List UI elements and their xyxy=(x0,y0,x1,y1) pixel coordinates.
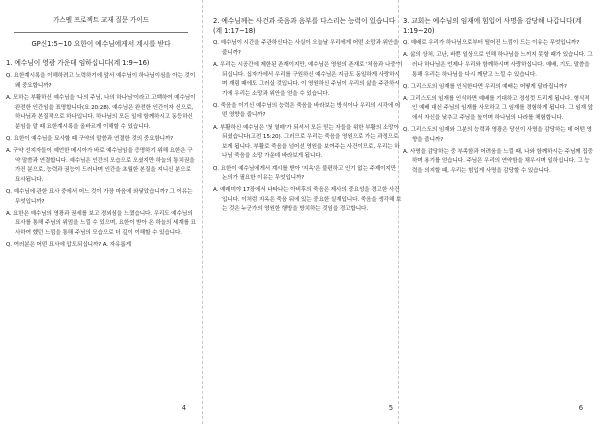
qa-item xyxy=(6,135,196,145)
qa-text: Q. 죽음을 이기신 예수님의 능력은 죽음을 바라보는 방식이나 우리의 시각에 어떤 영향을 줍니까? xyxy=(213,102,401,119)
header-rule xyxy=(14,32,188,33)
guide-header: 가스펠 프로젝트 교재 질문 가이드 xyxy=(53,16,149,24)
qa-item xyxy=(6,72,196,91)
qa-item xyxy=(6,241,196,251)
page-5 xyxy=(213,0,403,424)
qa-text: Q. 요한이 예수님에게서 계시를 받아 '지옥'은 불편하고 인기 없는 주제이지만 논의가 필요한 이유는 무엇입니까? xyxy=(213,165,397,182)
qa-item xyxy=(213,102,403,121)
qa-item xyxy=(6,188,196,207)
qa-text: Q. 그리스도의 임재를 인식한다면 우리의 예배는 어떻게 달라집니까? xyxy=(403,83,567,90)
qa-item xyxy=(213,165,403,184)
qa-text: A. 우리는 시공간에 제한된 존재이지만, 예수님은 영원의 존재로 '처음과 나중'이 되십니다. 십자가에서 우리를 구원하신 예수님은 지금도 동일하게 사랑하시며 재림 때에도 그러실 것입니다. 이 영원하신 주님이 우리의 삶을 주관하시기에 우리는 소망과 위안을 얻을 수 있습니다. xyxy=(213,61,403,97)
qa-text: Q. 예수님이 시간을 주관하신다는 사실이 오늘날 우리에게 어떤 소망과 위안을 줍니까? xyxy=(213,40,399,56)
section-title: 2. 예수님께는 사건과 죽음과 음부를 다스리는 능력이 있습니다(계 1:17~18) xyxy=(213,17,396,35)
qa-list xyxy=(213,39,403,215)
section-title: 3. 교회는 예수님의 임재에 힘입어 사명을 감당해 나갑니다(계 1:19~20) xyxy=(403,17,582,35)
qa-item xyxy=(6,147,196,185)
qa-item xyxy=(403,148,593,177)
qa-list xyxy=(403,39,593,176)
qa-text: Q. 요한이 예수님을 묘사할 때 구약의 말씀과 연결한 것의 중요함니까? xyxy=(6,135,174,142)
page-number: 6 xyxy=(578,404,583,413)
page-4 xyxy=(6,0,196,424)
page-gutter xyxy=(202,0,203,424)
lesson-subtitle: GP신1:5~10 요한이 예수님에게서 계시를 받다 xyxy=(31,40,171,49)
qa-text: A. 모하는 부활하신 예수님을 '나의 주님, 나의 하나님'이라고 고백하여 예수님이 완전한 인간임을 표명합니다(요 20:28). 예수님은 완전한 인간이자 신으로, 하나님과 본질적으로 하나입니다. 하나님의 모든 일에 함께하시고 동등하신 분임을 알 때 요한계시록을 올바르게 이해할 수 있습니다. xyxy=(6,94,196,130)
qa-item xyxy=(6,210,196,239)
qa-item xyxy=(403,51,593,80)
qa-item xyxy=(213,186,403,215)
page-number: 4 xyxy=(181,404,186,413)
qa-text: A. 예레미야 17장에서 나타나는 아비후의 죽음은 제사의 중요성을 경고한 사건입니다. 이처럼 지옥은 죽음 뒤에 있는 중요한 실재입니다. 죽음을 생각해 보는 것은 누군가의 영원한 행방을 방치하는 것임을 경고합니다. xyxy=(213,187,402,213)
qa-text: A. 부활하신 예수님은 '첫 열매'가 되셔서 모든 믿는 자들을 위한 부활의 소망이 되셨습니다(고전 15:20). 그러므로 우리는 죽음을 영원으로 가는 과정으로 보게 됩니다. 부활로 죽음을 넘어선 영원을 보여주는 사건이므로, 우리는 하나님 죽음을 소망 가운데 바라보게 됩니다. xyxy=(213,124,400,160)
qa-list xyxy=(6,72,196,250)
qa-text: Q. 그리스도의 임재와 그분의 능력과 영광은 당신이 사명을 감당하는 데 어떤 영향을 줍니까? xyxy=(403,127,592,143)
page-number: 5 xyxy=(388,404,393,413)
qa-item xyxy=(213,39,403,58)
qa-text: A. 그리스도의 임재를 인식하면 예배를 기대하고 정성껏 드리게 됩니다. 형식적인 예배 대신 주님의 임재를 사모하고 그 임재를 경험하게 됩니다. 그 임재 앞에서 자신을 낮추고 주님을 높이며 하나님의 나라를 체험합니다. xyxy=(403,95,593,121)
qa-item xyxy=(213,61,403,99)
qa-item xyxy=(403,95,593,124)
page-6 xyxy=(403,0,593,424)
qa-item xyxy=(213,124,403,162)
qa-item xyxy=(6,94,196,132)
qa-text: Q. 요한계시록을 이해하려고 노력하기에 앞서 예수님이 하나님이심을 아는 것이 왜 중요합니까? xyxy=(6,73,196,89)
qa-text: A. 구약 선지자들이 예언한 메시아가 바로 예수님임을 증명하기 위해 요한은 구약 말씀과 연결합니다. 예수님은 인간의 모습으로 오셨지만 하늘의 통치권을 가진 분으로, 능력과 권능이 드러나며 인간을 초월한 본질을 지니신 분으로 묘사됩니다. xyxy=(6,147,195,183)
qa-item xyxy=(403,83,593,93)
qa-text: Q. 예배로 우리가 하나님으로부터 떨어진 느낌이 드는 이유는 무엇입니까? xyxy=(403,40,580,47)
qa-item xyxy=(403,39,593,49)
qa-item xyxy=(403,126,593,145)
qa-text: Q. 여러분은 어떤 묘사에 압도되십니까? A. 자유롭게 xyxy=(6,241,131,248)
qa-text: Q. 예수님에 관한 묘사 중에서 어느 것이 가장 마음에 와닿았습니까? 그 이유는 무엇입니까? xyxy=(6,188,193,205)
section-title: 1. 예수님이 영광 가운데 임하십니다(계 1:9~16) xyxy=(6,59,150,68)
qa-text: A. 삶의 상처, 고난, 바쁜 일상으로 인해 하나님을 느끼지 못할 때가 있습니다. 그러나 하나님은 언제나 우리와 함께하시며 사랑하십니다. 예배, 기도, 말씀을 통해 우리는 하나님을 다시 깨닫고 느낄 수 있습니다. xyxy=(403,52,593,78)
qa-text: A. 요한은 예수님의 영광과 권세를 보고 경외심을 느꼈습니다. 우리도 예수님의 묘사를 통해 주님의 위엄을 느낄 수 있으며, 요한이 받아 온 하늘의 세계를 묘사하여 했던 느낌을 통해 주님의 모습으로 더 깊이 이해할 수 있습니다. xyxy=(6,210,196,236)
qa-text: A. 사명을 감당하는 중 부족함과 어려움을 느낄 때, 나와 함께하시는 주님께 집중하며 용기를 얻습니다. 주님은 우리의 연약함을 채우시며 일하십니다. 그 능력을 의지할 때, 우리는 힘입게 사명을 감당할 수 있습니다. xyxy=(403,148,593,174)
